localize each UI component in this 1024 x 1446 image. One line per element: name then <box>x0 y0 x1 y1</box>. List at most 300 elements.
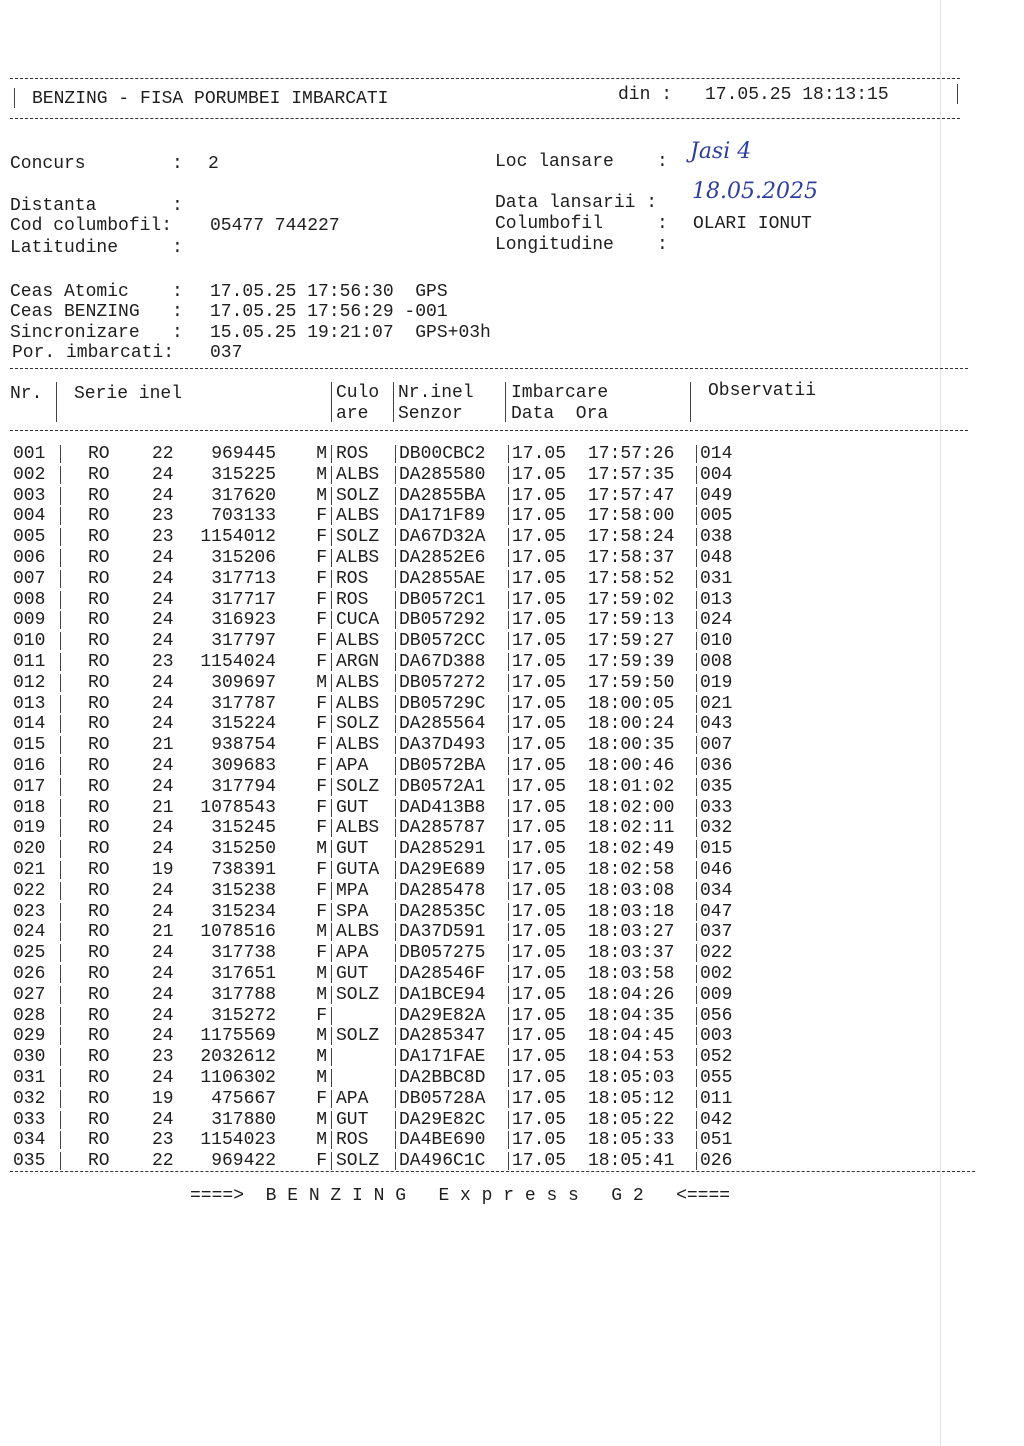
table-row <box>0 818 1000 838</box>
table-row <box>0 714 1000 734</box>
cell-date: 17.05 <box>512 1109 567 1130</box>
cell-ring-number: 317738 <box>211 943 276 964</box>
cell-nr: 011 <box>13 652 46 672</box>
divider-table-top <box>10 368 968 369</box>
table-row <box>0 964 1000 984</box>
cell-sex: F <box>316 548 327 568</box>
cell-sex: M <box>316 1047 327 1068</box>
cell-sex: M <box>316 672 327 693</box>
cell-observatii: 047 <box>700 901 733 922</box>
row-separator <box>395 715 396 733</box>
col-nr-header: Nr. <box>10 384 43 404</box>
table-row <box>0 652 1000 672</box>
cell-observatii: 036 <box>700 756 733 776</box>
table-row <box>0 673 1000 693</box>
cell-date: 17.05 <box>512 818 567 839</box>
cell-ring-number: 315272 <box>211 1005 276 1026</box>
cell-date: 17.05 <box>512 444 567 464</box>
row-separator <box>60 1007 61 1025</box>
row-separator <box>60 757 61 775</box>
cell-ring-number: 317880 <box>211 1109 276 1130</box>
cell-year: 24 <box>152 1026 174 1047</box>
row-separator <box>508 882 509 900</box>
table-row <box>0 1068 1000 1088</box>
cell-year: 24 <box>152 1068 174 1088</box>
cell-ring-number: 1154023 <box>200 1130 276 1151</box>
row-separator <box>508 591 509 609</box>
col-culoare-header-1: Culo <box>336 383 380 403</box>
row-separator <box>331 487 332 505</box>
cell-color: CUCA <box>336 610 380 631</box>
cell-year: 24 <box>152 610 174 631</box>
ceas-benzing-value: 17.05.25 17:56:29 -001 <box>210 302 448 322</box>
row-separator <box>331 861 332 879</box>
cell-sex: F <box>316 589 327 610</box>
row-separator <box>60 819 61 837</box>
cell-nr: 006 <box>13 548 46 568</box>
cell-date: 17.05 <box>512 1151 567 1172</box>
row-separator <box>508 549 509 567</box>
cell-color: ROS <box>336 568 369 589</box>
cell-ring-number: 315245 <box>211 818 276 839</box>
cell-color: ARGN <box>336 652 380 672</box>
row-separator <box>395 1111 396 1129</box>
cell-sex: M <box>316 839 327 860</box>
cell-observatii: 005 <box>700 506 733 527</box>
cell-date: 17.05 <box>512 735 567 756</box>
cell-nr: 018 <box>13 797 46 818</box>
row-separator <box>508 1090 509 1108</box>
cell-time: 18:03:27 <box>588 922 675 943</box>
cell-time: 17:57:35 <box>588 464 675 485</box>
cell-sex: F <box>316 693 327 714</box>
row-separator <box>60 487 61 505</box>
cell-nr: 034 <box>13 1130 46 1151</box>
row-separator <box>696 1048 697 1066</box>
cell-senzor: DB00CBC2 <box>399 444 486 464</box>
cell-nr: 014 <box>13 714 46 735</box>
cell-senzor: DA37D591 <box>399 922 486 943</box>
cell-year: 24 <box>152 943 174 964</box>
row-separator <box>508 903 509 921</box>
cell-date: 17.05 <box>512 984 567 1005</box>
row-separator <box>395 632 396 650</box>
cell-year: 24 <box>152 776 174 797</box>
col-senzor-header-1: Nr.inel <box>398 383 474 403</box>
cell-country: RO <box>88 1151 110 1172</box>
cell-country: RO <box>88 1005 110 1026</box>
row-separator <box>60 695 61 713</box>
row-separator <box>696 965 697 983</box>
row-separator <box>331 528 332 546</box>
row-separator <box>331 611 332 629</box>
table-row <box>0 1089 1000 1109</box>
cell-date: 17.05 <box>512 610 567 631</box>
row-separator <box>395 1069 396 1087</box>
row-separator <box>331 653 332 671</box>
cell-year: 23 <box>152 1047 174 1068</box>
cell-date: 17.05 <box>512 527 567 548</box>
cell-country: RO <box>88 860 110 880</box>
cell-nr: 005 <box>13 527 46 548</box>
col-imbarcare-header-1: Imbarcare <box>511 383 609 403</box>
cell-sex: M <box>316 1109 327 1130</box>
cell-senzor: DA285478 <box>399 880 486 901</box>
row-separator <box>696 487 697 505</box>
cell-country: RO <box>88 1068 110 1088</box>
cell-nr: 027 <box>13 984 46 1005</box>
header-sep-3 <box>393 382 394 422</box>
row-separator <box>395 861 396 879</box>
row-separator <box>60 923 61 941</box>
row-separator <box>696 611 697 629</box>
row-separator <box>395 591 396 609</box>
cell-ring-number: 315206 <box>211 548 276 568</box>
row-separator <box>60 799 61 817</box>
col-culoare-header-2: are <box>336 404 369 424</box>
cell-senzor: DA285564 <box>399 714 486 735</box>
row-separator <box>696 799 697 817</box>
row-separator <box>696 528 697 546</box>
cell-country: RO <box>88 527 110 548</box>
cell-observatii: 004 <box>700 464 733 485</box>
cell-year: 24 <box>152 839 174 860</box>
cell-observatii: 035 <box>700 776 733 797</box>
cell-ring-number: 1154012 <box>200 527 276 548</box>
cell-color: ROS <box>336 1130 369 1151</box>
cell-time: 17:59:27 <box>588 631 675 652</box>
row-separator <box>395 570 396 588</box>
cell-senzor: DA29E689 <box>399 860 486 880</box>
cell-color: GUT <box>336 1109 369 1130</box>
cell-observatii: 007 <box>700 735 733 756</box>
cell-sex: F <box>316 880 327 901</box>
divider-table-header <box>10 430 968 431</box>
row-separator <box>395 840 396 858</box>
row-separator <box>331 549 332 567</box>
row-separator <box>508 1048 509 1066</box>
cell-ring-number: 1078516 <box>200 922 276 943</box>
row-separator <box>508 778 509 796</box>
row-separator <box>331 695 332 713</box>
row-separator <box>331 882 332 900</box>
row-separator <box>331 1069 332 1087</box>
row-separator <box>395 757 396 775</box>
row-separator <box>696 1131 697 1149</box>
cell-senzor: DA171F89 <box>399 506 486 527</box>
cell-time: 18:00:35 <box>588 735 675 756</box>
sincronizare-label: Sincronizare : <box>10 323 183 343</box>
cell-color: SOLZ <box>336 714 380 735</box>
row-separator <box>508 965 509 983</box>
cell-ring-number: 315250 <box>211 839 276 860</box>
cod-columbofil-value: 05477 744227 <box>210 216 340 236</box>
table-row <box>0 839 1000 859</box>
row-separator <box>508 466 509 484</box>
cell-ring-number: 969422 <box>211 1151 276 1172</box>
cell-observatii: 026 <box>700 1151 733 1172</box>
row-separator <box>395 965 396 983</box>
cell-date: 17.05 <box>512 1130 567 1151</box>
cell-nr: 024 <box>13 922 46 943</box>
cell-year: 23 <box>152 527 174 548</box>
cell-nr: 020 <box>13 839 46 860</box>
header-bar-left <box>14 88 15 108</box>
cell-date: 17.05 <box>512 1068 567 1088</box>
footer-brand: ====> B E N Z I N G E x p r e s s G 2 <==== <box>190 1186 731 1206</box>
header-sep-4 <box>505 382 506 422</box>
cod-columbofil-label: Cod columbofil: <box>10 216 173 236</box>
row-separator <box>331 903 332 921</box>
row-separator <box>60 778 61 796</box>
row-separator <box>60 840 61 858</box>
cell-date: 17.05 <box>512 880 567 901</box>
cell-year: 24 <box>152 1109 174 1130</box>
cell-date: 17.05 <box>512 1005 567 1026</box>
cell-date: 17.05 <box>512 1088 567 1109</box>
cell-country: RO <box>88 1026 110 1047</box>
cell-senzor: DA4BE690 <box>399 1130 486 1151</box>
table-row <box>0 798 1000 818</box>
cell-year: 24 <box>152 693 174 714</box>
row-separator <box>508 1111 509 1129</box>
cell-country: RO <box>88 880 110 901</box>
cell-ring-number: 317794 <box>211 776 276 797</box>
row-separator <box>696 653 697 671</box>
table-row <box>0 610 1000 630</box>
cell-date: 17.05 <box>512 631 567 652</box>
cell-color: ROS <box>336 589 369 610</box>
cell-ring-number: 317651 <box>211 964 276 984</box>
cell-senzor: DA67D32A <box>399 527 486 548</box>
cell-color: APA <box>336 756 369 776</box>
row-separator <box>696 1152 697 1170</box>
cell-time: 17:57:26 <box>588 444 675 464</box>
row-separator <box>508 507 509 525</box>
cell-country: RO <box>88 485 110 506</box>
row-separator <box>395 1007 396 1025</box>
row-separator <box>60 632 61 650</box>
row-separator <box>508 632 509 650</box>
por-imbarcati-value: 037 <box>210 343 243 363</box>
row-separator <box>60 653 61 671</box>
cell-sex: F <box>316 1088 327 1109</box>
cell-color: ALBS <box>336 672 380 693</box>
cell-time: 18:02:00 <box>588 797 675 818</box>
row-separator <box>331 507 332 525</box>
cell-ring-number: 315234 <box>211 901 276 922</box>
cell-sex: M <box>316 485 327 506</box>
row-separator <box>508 445 509 463</box>
cell-color: ALBS <box>336 922 380 943</box>
cell-observatii: 052 <box>700 1047 733 1068</box>
cell-nr: 025 <box>13 943 46 964</box>
cell-date: 17.05 <box>512 693 567 714</box>
row-separator <box>331 591 332 609</box>
ceas-atomic-label: Ceas Atomic : <box>10 282 183 302</box>
cell-country: RO <box>88 610 110 631</box>
cell-sex: M <box>316 444 327 464</box>
ceas-benzing-label: Ceas BENZING : <box>10 302 183 322</box>
row-separator <box>395 882 396 900</box>
row-separator <box>331 1090 332 1108</box>
row-separator <box>508 799 509 817</box>
cell-ring-number: 315238 <box>211 880 276 901</box>
header-sep-2 <box>331 382 332 422</box>
cell-nr: 022 <box>13 880 46 901</box>
cell-observatii: 049 <box>700 485 733 506</box>
cell-sex: F <box>316 506 327 527</box>
cell-ring-number: 2032612 <box>200 1047 276 1068</box>
cell-time: 18:04:26 <box>588 984 675 1005</box>
row-separator <box>60 1048 61 1066</box>
header-sep-5 <box>690 382 691 422</box>
cell-ring-number: 1154024 <box>200 652 276 672</box>
cell-date: 17.05 <box>512 672 567 693</box>
row-separator <box>696 715 697 733</box>
cell-sex: F <box>316 901 327 922</box>
table-row <box>0 631 1000 651</box>
cell-color: SOLZ <box>336 1151 380 1172</box>
cell-sex: F <box>316 797 327 818</box>
cell-year: 22 <box>152 444 174 464</box>
row-separator <box>508 1027 509 1045</box>
row-separator <box>395 695 396 713</box>
cell-senzor: DA2852E6 <box>399 548 486 568</box>
col-senzor-header-2: Senzor <box>398 404 463 424</box>
cell-country: RO <box>88 943 110 964</box>
cell-senzor: DB0572C1 <box>399 589 486 610</box>
row-separator <box>395 923 396 941</box>
row-separator <box>331 715 332 733</box>
cell-time: 18:05:41 <box>588 1151 675 1172</box>
row-separator <box>696 1007 697 1025</box>
cell-nr: 008 <box>13 589 46 610</box>
cell-country: RO <box>88 797 110 818</box>
cell-observatii: 031 <box>700 568 733 589</box>
row-separator <box>60 591 61 609</box>
cell-senzor: DA29E82C <box>399 1109 486 1130</box>
columbofil-label: Columbofil : <box>495 214 668 234</box>
row-separator <box>331 570 332 588</box>
cell-nr: 012 <box>13 672 46 693</box>
cell-observatii: 056 <box>700 1005 733 1026</box>
cell-nr: 021 <box>13 860 46 880</box>
row-separator <box>331 757 332 775</box>
row-separator <box>508 570 509 588</box>
cell-color: SOLZ <box>336 485 380 506</box>
cell-country: RO <box>88 672 110 693</box>
cell-time: 18:03:37 <box>588 943 675 964</box>
row-separator <box>696 1090 697 1108</box>
cell-year: 24 <box>152 464 174 485</box>
cell-time: 17:59:50 <box>588 672 675 693</box>
cell-observatii: 032 <box>700 818 733 839</box>
header-bar-right <box>957 84 958 104</box>
table-row <box>0 922 1000 942</box>
row-separator <box>508 986 509 1004</box>
cell-nr: 010 <box>13 631 46 652</box>
cell-date: 17.05 <box>512 568 567 589</box>
cell-senzor: DAD413B8 <box>399 797 486 818</box>
cell-year: 21 <box>152 922 174 943</box>
latitudine-label: Latitudine : <box>10 238 183 258</box>
cell-sex: M <box>316 1026 327 1047</box>
cell-ring-number: 315224 <box>211 714 276 735</box>
row-separator <box>331 778 332 796</box>
cell-country: RO <box>88 984 110 1005</box>
divider-table-bottom <box>10 1171 975 1172</box>
cell-country: RO <box>88 756 110 776</box>
cell-year: 19 <box>152 860 174 880</box>
row-separator <box>508 736 509 754</box>
row-separator <box>60 1152 61 1170</box>
row-separator <box>331 1152 332 1170</box>
cell-color: ALBS <box>336 631 380 652</box>
por-imbarcati-label: Por. imbarcati: <box>12 343 175 363</box>
row-separator <box>508 674 509 692</box>
cell-color: SOLZ <box>336 1026 380 1047</box>
cell-time: 17:58:24 <box>588 527 675 548</box>
row-separator <box>331 1131 332 1149</box>
cell-year: 24 <box>152 568 174 589</box>
cell-date: 17.05 <box>512 860 567 880</box>
cell-observatii: 034 <box>700 880 733 901</box>
cell-country: RO <box>88 714 110 735</box>
row-separator <box>508 715 509 733</box>
row-separator <box>60 674 61 692</box>
cell-observatii: 008 <box>700 652 733 672</box>
cell-country: RO <box>88 735 110 756</box>
row-separator <box>395 778 396 796</box>
cell-year: 24 <box>152 818 174 839</box>
row-separator <box>331 799 332 817</box>
row-separator <box>696 778 697 796</box>
cell-sex: M <box>316 964 327 984</box>
row-separator <box>696 1027 697 1045</box>
cell-nr: 032 <box>13 1088 46 1109</box>
sincronizare-value: 15.05.25 19:21:07 GPS+03h <box>210 323 491 343</box>
cell-observatii: 051 <box>700 1130 733 1151</box>
cell-observatii: 011 <box>700 1088 733 1109</box>
cell-nr: 023 <box>13 901 46 922</box>
divider-header-bottom <box>10 118 960 119</box>
cell-time: 18:05:03 <box>588 1068 675 1088</box>
row-separator <box>696 1069 697 1087</box>
cell-nr: 035 <box>13 1151 46 1172</box>
cell-year: 24 <box>152 672 174 693</box>
cell-date: 17.05 <box>512 506 567 527</box>
cell-senzor: DB0572CC <box>399 631 486 652</box>
cell-nr: 019 <box>13 818 46 839</box>
cell-country: RO <box>88 839 110 860</box>
cell-color: ROS <box>336 444 369 464</box>
cell-year: 21 <box>152 735 174 756</box>
cell-senzor: DA2BBC8D <box>399 1068 486 1088</box>
cell-year: 24 <box>152 714 174 735</box>
row-separator <box>60 861 61 879</box>
cell-time: 17:58:37 <box>588 548 675 568</box>
cell-nr: 002 <box>13 464 46 485</box>
row-separator <box>60 965 61 983</box>
row-separator <box>395 445 396 463</box>
row-separator <box>508 840 509 858</box>
cell-country: RO <box>88 922 110 943</box>
table-row <box>0 590 1000 610</box>
cell-date: 17.05 <box>512 839 567 860</box>
row-separator <box>395 653 396 671</box>
cell-sex: F <box>316 943 327 964</box>
